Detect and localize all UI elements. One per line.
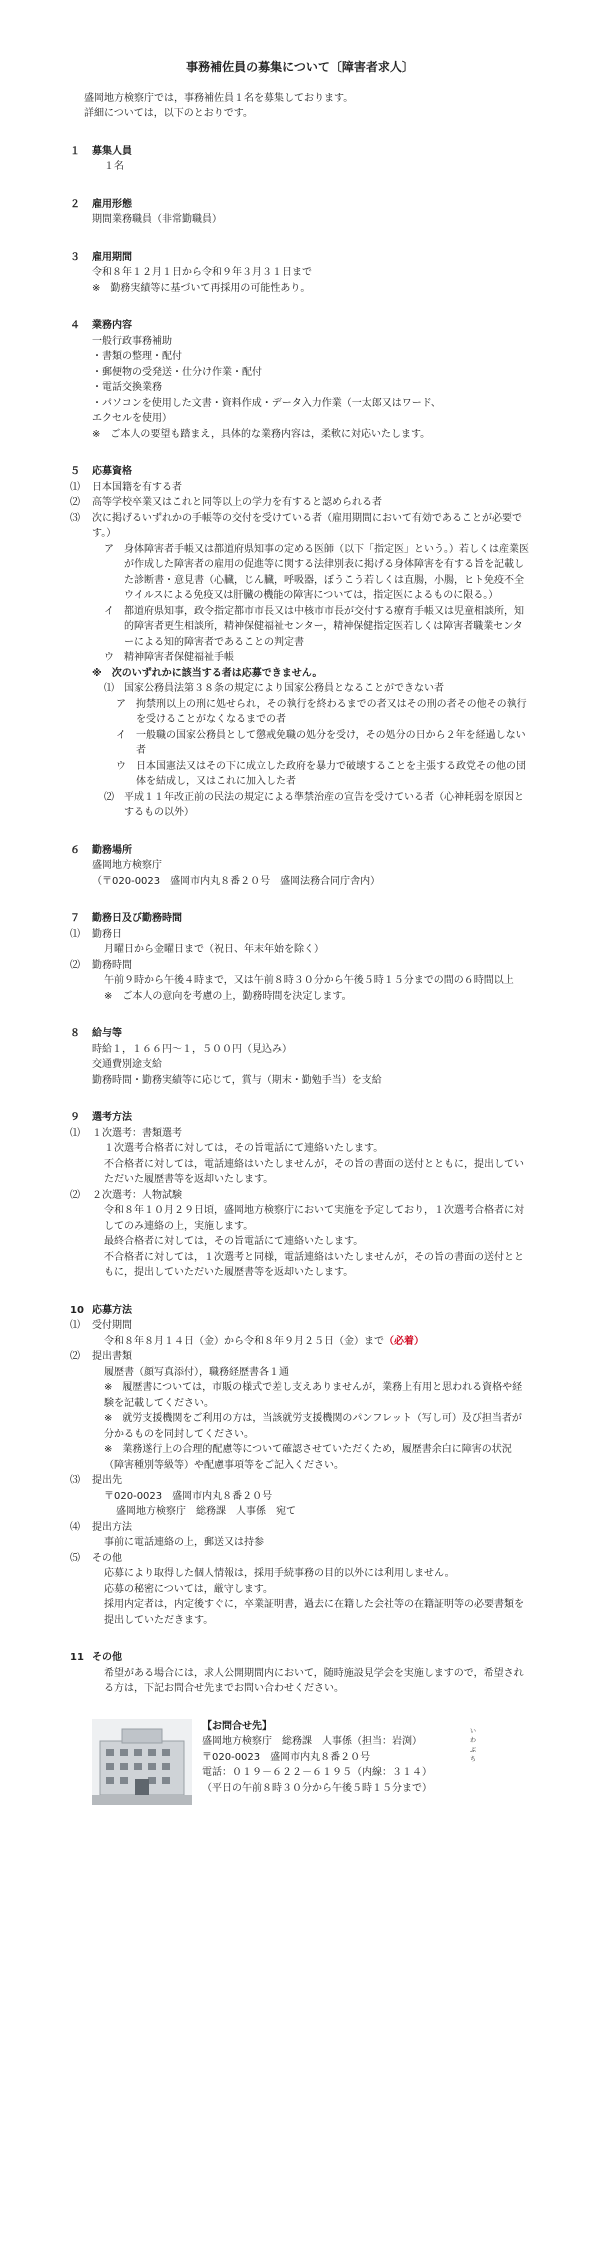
ineligible-subitem: イ 一般職の国家公務員として懲戒免職の処分を受け，その処分の日から２年を経過しない者 (116, 729, 526, 757)
section-employment-type (70, 197, 530, 228)
section-line: ・パソコンを使用した文書・資料作成・データ入力作業（一太郎又はワード、 (92, 397, 441, 409)
section-working-hours (70, 911, 530, 1004)
contact-block (92, 1719, 530, 1805)
building-photo (92, 1719, 192, 1805)
section-line: 採用内定者は，内定後すぐに，卒業証明書，過去に在籍した会社等の在籍証明等の必要書類を提出していただきます。 (104, 1599, 524, 1626)
qualification-item: ⑵ 高等学校卒業又はこれと同等以上の学力を有すると認められる者 (70, 497, 382, 509)
certificate-item: ア 身体障害者手帳又は都道府県知事の定める医師（以下「指定医」という。）若しくは産業医が作成した障害者の雇用の促進等に関する法律別表に掲げる身体障害を有する旨を記載した診断書・意見書（心臓，じん臓，呼吸器，ぼうこう若しくは直腸，小腸，ヒト免疫不全ウイルスによる免疫又は肝臓の機能の障害については，指定医によるものに限る。） (104, 543, 529, 602)
contact-text (202, 1719, 477, 1805)
section-other (70, 1650, 530, 1697)
section-line: 盛岡地方検察庁 総務課 人事係 宛て (116, 1506, 296, 1518)
section-selection (70, 1110, 530, 1281)
section-line: １名 (104, 161, 124, 173)
section-line: 盛岡地方検察庁 (92, 860, 162, 872)
section-note: ※ 業務遂行上の合理的配慮等について確認させていただくため，履歴書余白に障害の状況（障害種別等級等）や配慮事項等をご記入ください。 (104, 1444, 512, 1471)
section-line: 令和８年１２月１日から令和９年３月３１日まで (92, 267, 312, 279)
section-qualifications (70, 464, 530, 821)
section-line: ・郵便物の受発送・仕分け作業・配付 (92, 366, 262, 378)
section-heading: ４ 業務内容 (70, 320, 132, 332)
certificate-item: ウ 精神障害者保健福祉手帳 (104, 652, 234, 664)
section-salary (70, 1026, 530, 1088)
ineligible-item: ⑴ 国家公務員法第３８条の規定により国家公務員となることができない者 (104, 683, 444, 695)
section-application (70, 1303, 530, 1629)
contact-hours: （平日の午前８時３０分から午後５時１５分まで） (202, 1782, 432, 1794)
section-heading: １ 募集人員 (70, 145, 132, 157)
subsection-title: ⑴ 勤務日 (70, 928, 122, 940)
section-line: 月曜日から金曜日まで（祝日、年末年始を除く） (104, 944, 324, 956)
certificate-item: イ 都道府県知事，政令指定都市市長又は中核市市長が交付する療育手帳又は児童相談所，知的障害者更生相談所，精神保健福祉センター，精神保健指定医若しくは障害者職業センターによる知的障害者であることの判定書 (104, 605, 524, 648)
section-line: 期間業務職員（非常勤職員） (92, 214, 222, 226)
section-heading: ６ 勤務場所 (70, 844, 132, 856)
application-period: 令和８年８月１４日（金）から令和８年９月２５日（金）まで（必着） (104, 1335, 424, 1347)
ineligible-subitem: ア 拘禁刑以上の刑に処せられ，その執行を終わるまでの者又はその刑の者その他その執行を受けることがなくなるまでの者 (116, 698, 527, 726)
subsection-title: ⑴ 受付期間 (70, 1320, 132, 1332)
section-employment-period (70, 250, 530, 297)
section-note: ※ 勤務実績等に基づいて再採用の可能性あり。 (92, 282, 311, 294)
section-heading: 10 応募方法 (70, 1304, 132, 1316)
subsection-title: ⑴ １次選考：書類選考 (70, 1127, 182, 1139)
ineligible-warning: ※ 次のいずれかに該当する者は応募できません。 (92, 667, 323, 679)
section-line: 希望がある場合には，求人公開期間内において，随時施設見学会を実施しますので，希望される方は，下記お問合せ先までお問い合わせください。 (104, 1667, 524, 1695)
section-heading: ３ 雇用期間 (70, 251, 132, 263)
contact-phone: 電話：０１９－６２２－６１９５（内線：３１４） (202, 1767, 432, 1779)
section-line: 一般行政事務補助 (92, 335, 172, 347)
section-heading: ７ 勤務日及び勤務時間 (70, 913, 182, 925)
section-heading: ９ 選考方法 (70, 1112, 132, 1124)
section-heading: ８ 給与等 (70, 1028, 122, 1040)
section-line: 時給１，１６６円～１，５００円（見込み） (92, 1043, 292, 1055)
section-line: （〒020-0023 盛岡市内丸８番２０号 盛岡法務合同庁舎内） (92, 875, 381, 887)
name-ruby: いわぶち (470, 1728, 477, 1763)
subsection-title: ⑷ 提出方法 (70, 1521, 132, 1533)
intro-line-1: 盛岡地方検察庁では，事務補佐員１名を募集しております。 (84, 92, 354, 104)
section-note: ※ ご本人の意向を考慮の上，勤務時間を決定します。 (104, 990, 352, 1002)
contact-office: 盛岡地方検察庁 総務課 人事係（担当：岩渕） いわぶち (202, 1728, 477, 1763)
section-line: 交通費別途支給 (92, 1059, 162, 1071)
document-title: 事務補佐員の募集について〔障害者求人〕 (186, 60, 414, 74)
intro (84, 91, 530, 122)
section-duties (70, 318, 530, 442)
ineligible-subitem: ウ 日本国憲法又はその下に成立した政府を暴力で破壊することを主張する政党その他の団体を結成し，又はこれに加入した者 (116, 760, 526, 788)
section-line: 履歴書（顔写真添付），職務経歴書各１通 (104, 1366, 289, 1378)
section-line: ・書類の整理・配付 (92, 351, 182, 363)
qualification-item: ⑴ 日本国籍を有する者 (70, 481, 182, 493)
section-note: ※ 履歴書については，市販の様式で差し支えありませんが，業務上有用と思われる資格や経験を記載してください。 (104, 1382, 523, 1409)
contact-address: 〒020-0023 盛岡市内丸８番２０号 (202, 1751, 371, 1763)
section-line: 午前９時から午後４時まで，又は午前８時３０分から午後５時１５分までの間の６時間以上 (104, 975, 514, 987)
subsection-title: ⑸ その他 (70, 1552, 122, 1564)
subsection-title: ⑵ ２次選考：人物試験 (70, 1189, 182, 1201)
section-line: 応募により取得した個人情報は，採用手続事務の目的以外には利用しません。 (104, 1568, 455, 1580)
section-line: 最終合格者に対しては，その旨電話にて連絡いたします。 (104, 1236, 364, 1248)
section-line: 令和８年１０月２９日頃，盛岡地方検察庁において実施を予定しており，１次選考合格者に対してのみ連絡の上，実施します。 (104, 1205, 524, 1232)
must-arrive-badge: （必着） (384, 1335, 424, 1347)
section-recruitment-number (70, 144, 530, 175)
section-heading: ２ 雇用形態 (70, 198, 132, 210)
section-workplace (70, 843, 530, 890)
contact-title: 【お問合せ先】 (202, 1720, 272, 1732)
section-note: ※ ご本人の要望も踏まえ，具体的な業務内容は，柔軟に対応いたします。 (92, 428, 431, 440)
subsection-title: ⑶ 提出先 (70, 1475, 122, 1487)
section-note: ※ 就労支援機関をご利用の方は，当該就労支援機関のパンフレット（写し可）及び担当者が分かるものを同封してください。 (104, 1413, 522, 1440)
subsection-title: ⑵ 勤務時間 (70, 959, 132, 971)
section-line: １次選考合格者に対しては，その旨電話にて連絡いたします。 (104, 1143, 384, 1155)
subsection-title: ⑵ 提出書類 (70, 1351, 132, 1363)
section-line: エクセルを使用） (92, 413, 172, 425)
intro-line-2: 詳細については，以下のとおりです。 (84, 108, 253, 120)
section-line: 事前に電話連絡の上，郵送又は持参 (104, 1537, 264, 1549)
section-line: 不合格者に対しては，電話連絡はいたしませんが，その旨の書面の送付とともに，提出していただいた履歴書等を返却いたします。 (104, 1158, 524, 1186)
section-line: 勤務時間・勤務実績等に応じて，賞与（期末・勤勉手当）を支給 (92, 1074, 382, 1086)
qualification-item: ⑶ 次に掲げるいずれかの手帳等の交付を受けている者（雇用期間において有効であることが必要です。） (70, 512, 522, 540)
section-line: ・電話交換業務 (92, 382, 162, 394)
ineligible-item: ⑵ 平成１１年改正前の民法の規定による準禁治産の宣告を受けている者（心神耗弱を原因とするもの以外） (104, 791, 524, 819)
section-line: 不合格者に対しては，１次選考と同様，電話連絡はいたしませんが，その旨の書面の送付とともに，提出していただいた履歴書等を返却いたします。 (104, 1251, 524, 1279)
section-line: 応募の秘密については，厳守します。 (104, 1583, 273, 1595)
section-heading: ５ 応募資格 (70, 466, 132, 478)
section-line: 〒020-0023 盛岡市内丸８番２０号 (104, 1490, 273, 1502)
section-heading: 11 その他 (70, 1652, 122, 1664)
